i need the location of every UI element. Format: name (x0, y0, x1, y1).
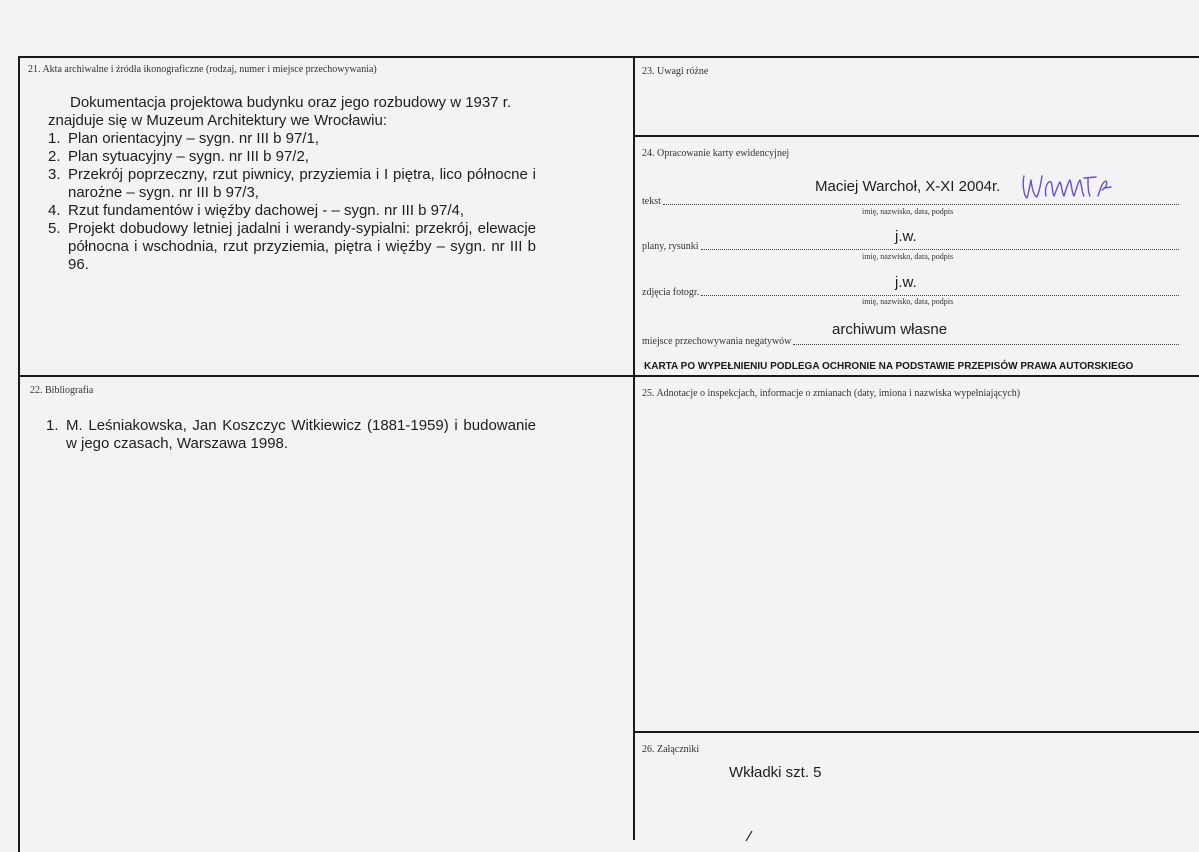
section-21-label: 21. Akta archiwalne i źródła ikonograficzne (rodzaj, numer i miejsce przechowywania) (28, 64, 377, 75)
section-23-label: 23. Uwagi różne (642, 66, 709, 77)
middle-divider-line (18, 375, 1199, 377)
left-border-line (18, 56, 20, 852)
list-item: 2. Plan sytuacyjny – sygn. nr III b 97/2, (48, 148, 309, 165)
pen-mark (744, 830, 754, 842)
archival-intro-line1: Dokumentacja projektowa budynku oraz jego rozbudowy w 1937 r. (70, 94, 512, 111)
dotted-line (663, 204, 1179, 205)
archival-documents-text (48, 94, 536, 274)
bibliography-list (46, 417, 536, 453)
right-135-divider (634, 135, 1199, 137)
top-border-line (18, 56, 1199, 58)
archival-documents-list (48, 130, 536, 274)
zdjecia-caption: imię, nazwisko, data, podpis (862, 297, 954, 306)
plany-value: j.w. (895, 228, 917, 245)
tekst-label: tekst (642, 196, 661, 207)
section-22-label: 22. Bibliografia (30, 385, 94, 396)
dotted-line (793, 344, 1179, 345)
handwritten-signature (1018, 170, 1113, 202)
miejsce-field (642, 333, 1179, 347)
attachments-value: Wkładki szt. 5 (729, 764, 822, 781)
archival-intro-line2: znajduje się w Muzeum Architektury we Wrocławiu: (48, 112, 388, 129)
tekst-value: Maciej Warchoł, X-XI 2004r. (815, 178, 1001, 195)
dotted-line (701, 295, 1179, 296)
plany-label: plany, rysunki (642, 241, 699, 252)
bibliography-text (46, 417, 536, 453)
section-26-label: 26. Załączniki (642, 744, 700, 755)
tekst-caption: imię, nazwisko, data, podpis (862, 207, 954, 216)
miejsce-value: archiwum własne (832, 321, 948, 338)
center-divider-line (633, 56, 635, 840)
section-25-label: 25. Adnotacje o inspekcjach, informacje o zmianach (daty, imiona i nazwiska wypełniających) (642, 388, 1021, 399)
miejsce-label: miejsce przechowywania negatywów (642, 336, 792, 347)
plany-caption: imię, nazwisko, data, podpis (862, 252, 954, 261)
list-item: 4. Rzut fundamentów i więźby dachowej - – sygn. nr III b 97/4, (48, 202, 465, 219)
list-item: 3. Przekrój poprzeczny, rzut piwnicy, przyziemia i I piętra, lico północne i narożne – sygn. nr III b 97/3, (48, 166, 536, 201)
plany-field (642, 238, 1179, 252)
zdjecia-label: zdjęcia fotogr. (642, 287, 700, 298)
list-item: 1. Plan orientacyjny – sygn. nr III b 97/1, (48, 130, 319, 147)
section-24-label: 24. Opracowanie karty ewidencyjnej (642, 148, 790, 159)
zdjecia-value: j.w. (895, 274, 917, 291)
copyright-notice: KARTA PO WYPEŁNIENIU PODLEGA OCHRONIE NA PODSTAWIE PRZEPISÓW PRAWA AUTORSKIEGO (644, 361, 1134, 372)
right-731-divider (634, 731, 1199, 733)
list-item: 1. M. Leśniakowska, Jan Koszczyc Witkiewicz (1881-1959) i budowanie w jego czasach, Warszawa 1998. (46, 417, 536, 452)
list-item: 5. Projekt dobudowy letniej jadalni i werandy-sypialni: przekrój, elewacje północna i wschodnia, rzut przyziemia, piętra i więźby – sygn. nr III b 96. (48, 220, 536, 273)
zdjecia-field (642, 284, 1179, 298)
dotted-line (701, 249, 1179, 250)
